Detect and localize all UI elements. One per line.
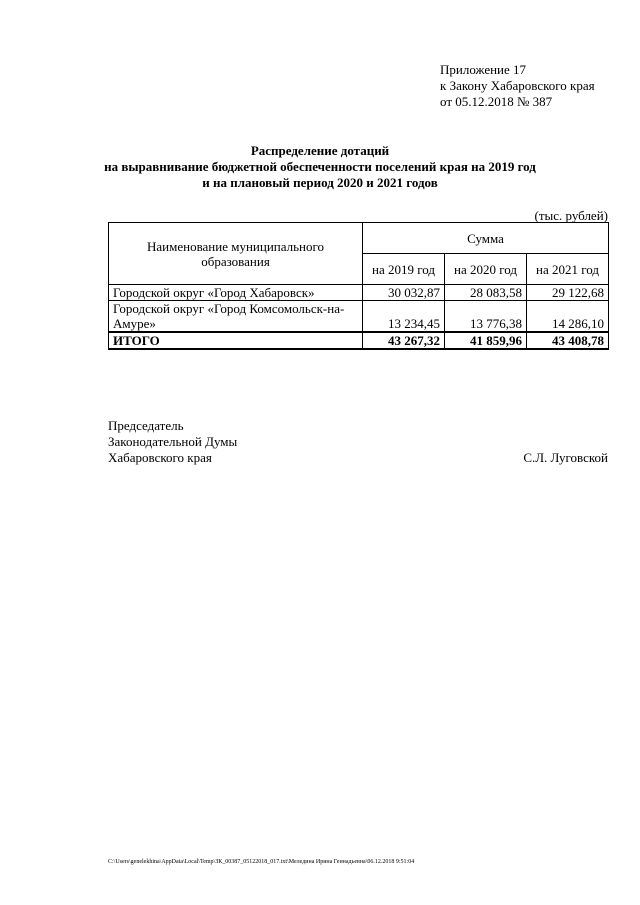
row-name: Городской округ «Город Хабаровск» [109, 285, 363, 301]
total-row [109, 332, 609, 349]
row-value-2021: 14 286,10 [526, 301, 608, 333]
appendix-block [440, 62, 595, 110]
total-value-2020: 41 859,96 [445, 332, 527, 349]
row-value-2020: 28 083,58 [445, 285, 527, 301]
file-path-footer: C:\Users\genelekhina\AppData\Local\Temp\ЗК_00387_05122018_017.txt\Меледина Ирина Геннадьевна\06.12.2018 9:51:04 [108, 859, 415, 865]
appendix-line-2: к Закону Хабаровского края [440, 78, 595, 93]
header-row [109, 223, 609, 254]
table-row [109, 285, 609, 301]
signature-line-3: Хабаровского края [108, 450, 212, 465]
signature-line-1: Председатель [108, 418, 184, 433]
units-label: (тыс. рублей) [534, 208, 608, 223]
row-value-2019: 13 234,45 [363, 301, 445, 333]
row-value-2021: 29 122,68 [526, 285, 608, 301]
appendix-line-3: от 05.12.2018 № 387 [440, 94, 553, 109]
table-row [109, 301, 609, 333]
header-name-cell: Наименование муниципального образования [109, 223, 363, 285]
header-year-2019: на 2019 год [363, 254, 445, 285]
total-value-2021: 43 408,78 [526, 332, 608, 349]
title-line-3: и на плановый период 2020 и 2021 годов [202, 175, 438, 190]
title-line-2: на выравнивание бюджетной обеспеченности поселений края на 2019 год [104, 159, 536, 174]
signer-name: С.Л. Луговской [523, 450, 608, 465]
header-sum-cell: Сумма [363, 223, 609, 254]
row-name: Городской округ «Город Комсомольск-на-Амуре» [109, 301, 363, 333]
subsidy-table [108, 222, 609, 350]
total-value-2019: 43 267,32 [363, 332, 445, 349]
appendix-line-1: Приложение 17 [440, 62, 527, 77]
signature-block [108, 418, 237, 466]
header-year-2021: на 2021 год [526, 254, 608, 285]
row-value-2019: 30 032,87 [363, 285, 445, 301]
title-line-1: Распределение дотаций [250, 143, 390, 158]
total-name: ИТОГО [109, 332, 363, 349]
header-year-2020: на 2020 год [445, 254, 527, 285]
signature-line-2: Законодательной Думы [108, 434, 238, 449]
document-title [0, 143, 640, 191]
row-value-2020: 13 776,38 [445, 301, 527, 333]
